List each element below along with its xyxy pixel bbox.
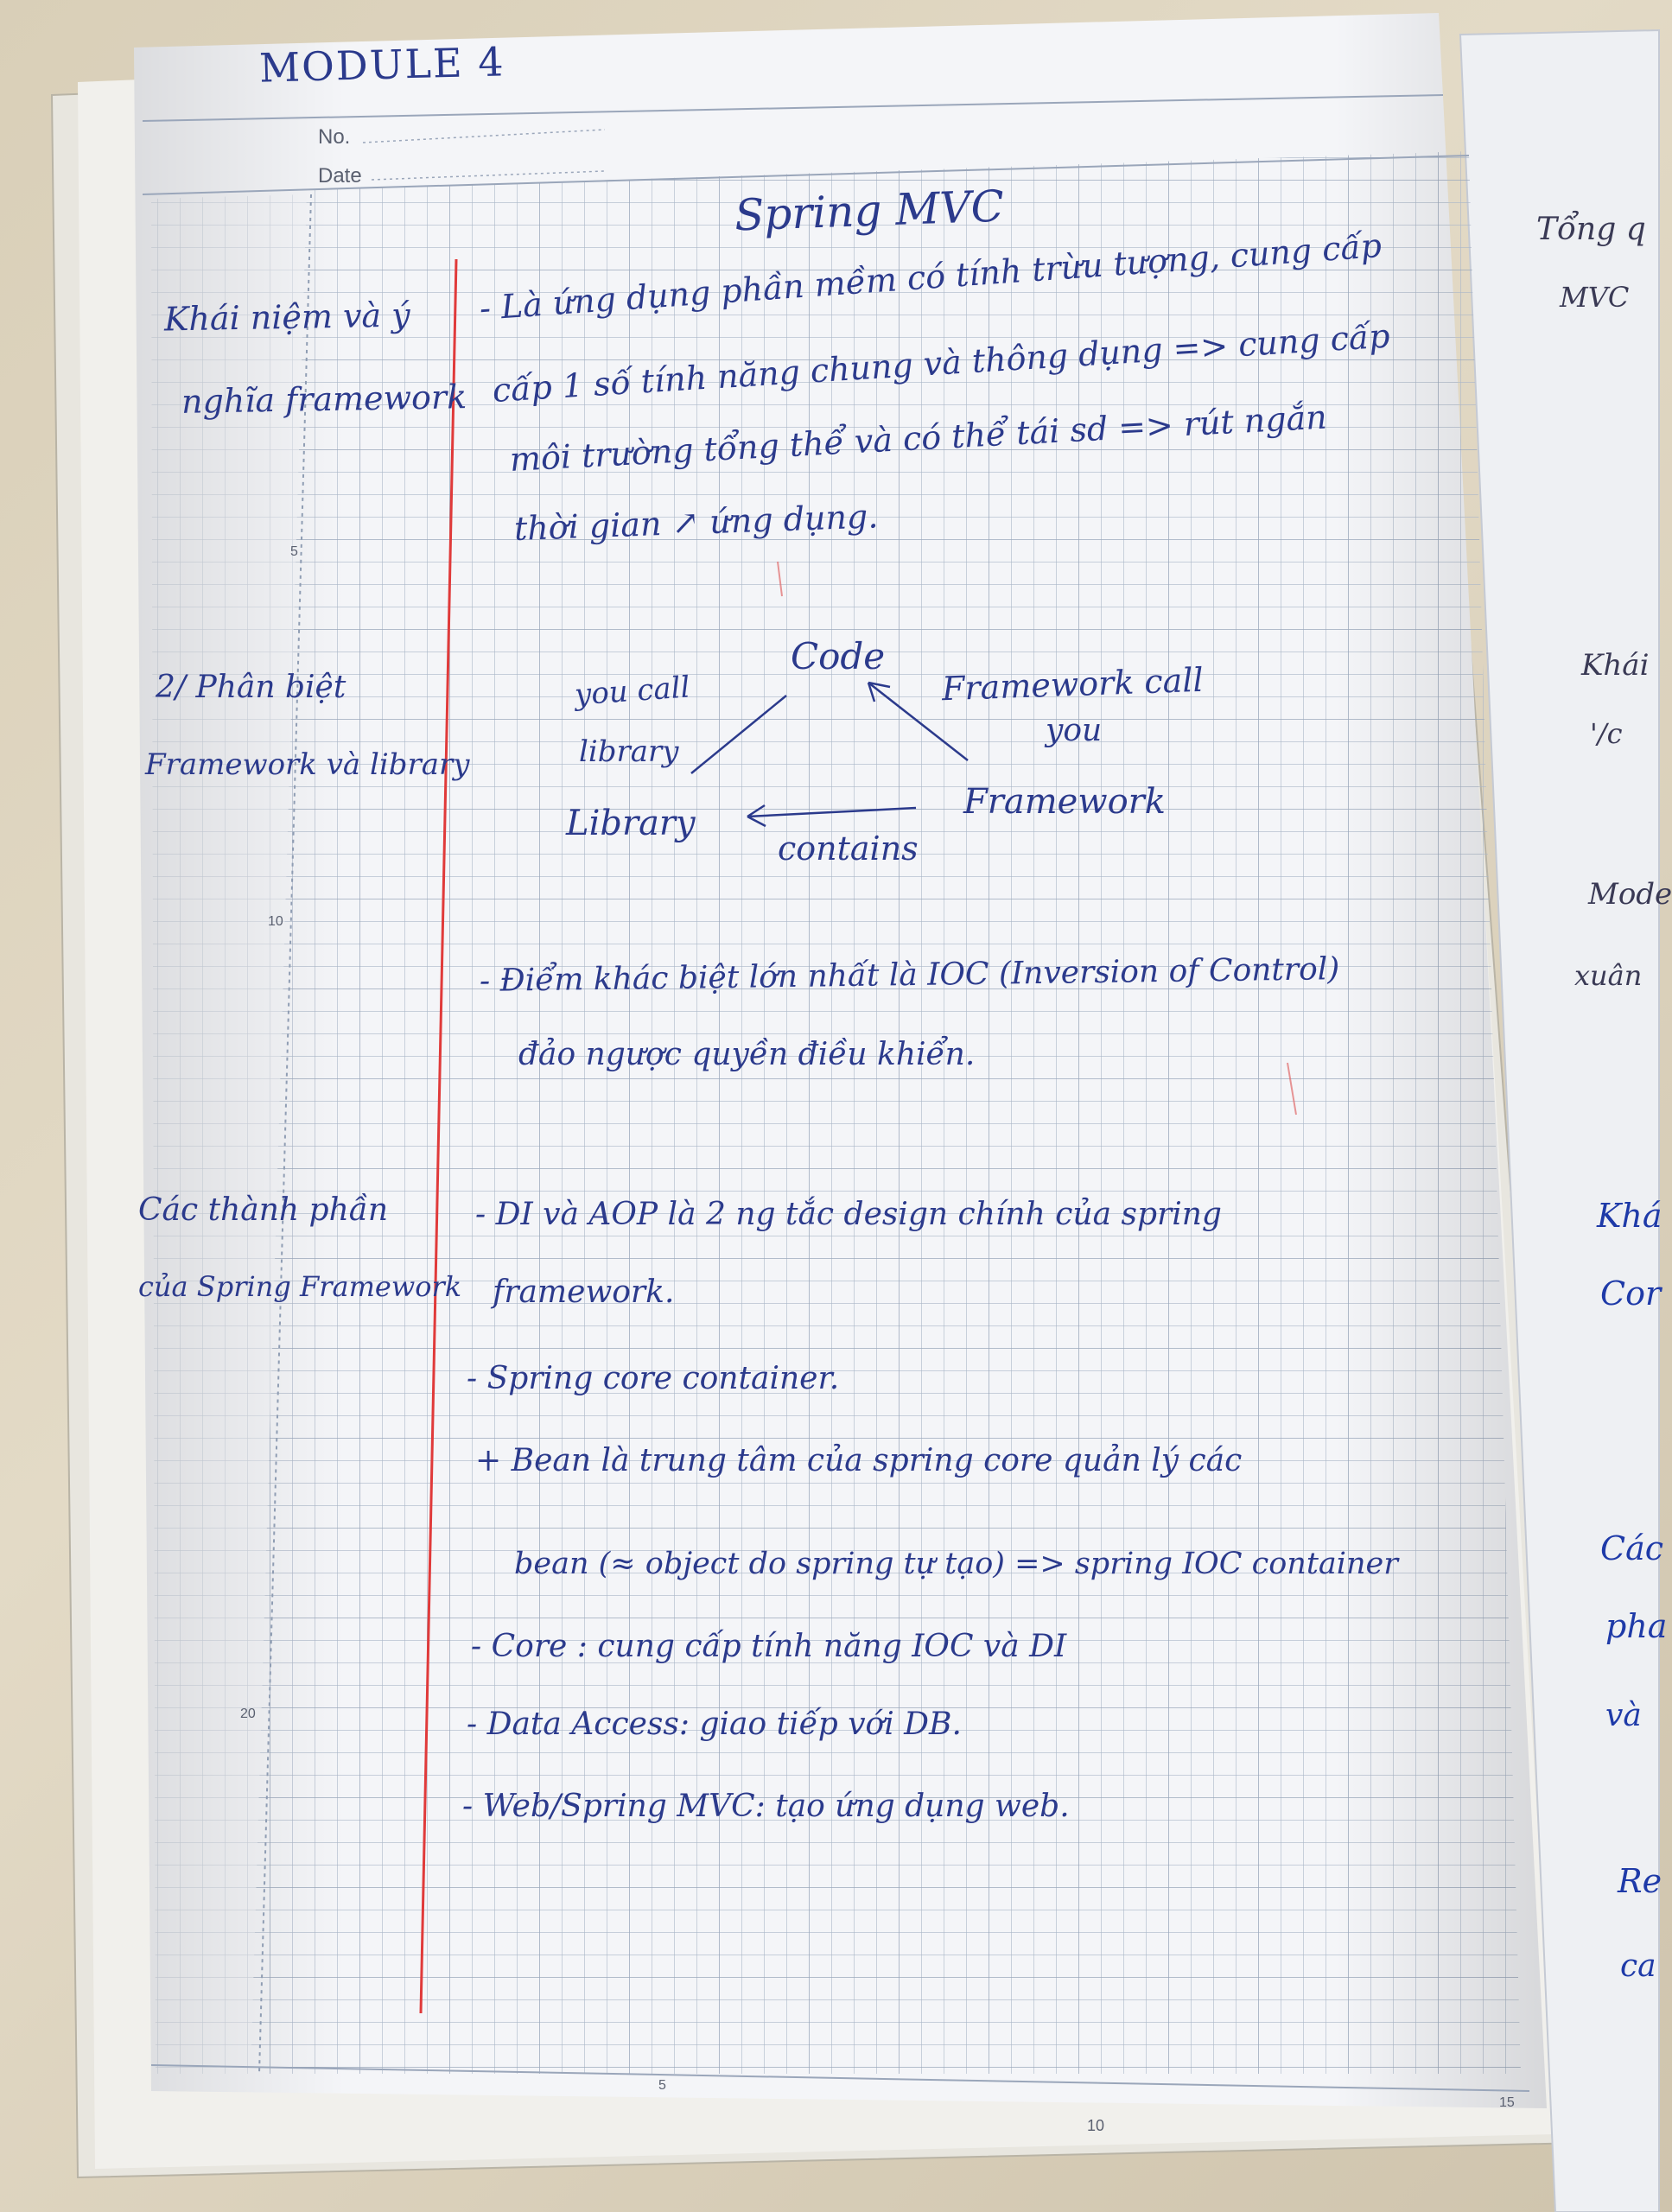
section3-body-line8: - Web/Spring MVC: tạo ứng dụng web. (462, 1789, 1070, 1824)
diagram-library: Library (566, 804, 696, 843)
next-page-line-7: Khá (1597, 1197, 1662, 1235)
next-page-line-5: Mode (1588, 877, 1672, 912)
section1-heading-line1: Khái niệm và ý (163, 296, 411, 339)
date-label: Date (318, 164, 362, 188)
section3-body-line3: - Spring core container. (467, 1361, 840, 1396)
next-page-line-13: ca (1620, 1948, 1656, 1984)
diagram-you: you (1046, 713, 1103, 748)
bottom-number-10: 10 (1087, 2117, 1105, 2134)
next-page-line-11: và (1605, 1698, 1642, 1733)
diagram-contains: contains (778, 830, 919, 868)
section3-body-line5: bean (≈ object do spring tự tạo) => spring IOC container (514, 1547, 1398, 1581)
section3-heading-line2: của Spring Framework (138, 1270, 462, 1303)
section1-heading-line2: nghĩa framework (181, 378, 467, 421)
diagram-you-call: you call (573, 670, 691, 713)
next-page-line-12: Re (1618, 1862, 1662, 1900)
margin-number-20: 20 (240, 1707, 256, 1721)
next-page-line-6: xuân (1574, 959, 1643, 992)
next-page-line-3: Khái (1581, 648, 1650, 683)
section2-body-line2: đảo ngược quyền điều khiển. (518, 1037, 976, 1072)
section2-heading-line2: Framework và library (145, 747, 470, 782)
section3-body-line1: - DI và AOP là 2 ng tắc design chính của spring (475, 1197, 1222, 1232)
margin-number-5: 5 (290, 544, 298, 559)
next-page-line-4: '/c (1590, 717, 1623, 750)
next-page-line-9: Các (1600, 1529, 1664, 1567)
section2-body-line1: - Điểm khác biệt lớn nhất là IOC (Inversion of Control) (479, 951, 1340, 999)
diagram-library-label: library (579, 734, 679, 769)
next-page-line-10: pha (1605, 1607, 1668, 1645)
module-title: MODULE 4 (258, 38, 506, 92)
section3-body-line7: - Data Access: giao tiếp với DB. (467, 1707, 962, 1742)
section3-body-line4: + Bean là trung tâm của spring core quản lý các (475, 1443, 1243, 1478)
margin-number-10: 10 (268, 914, 283, 929)
section2-heading-line1: 2/ Phân biệt (156, 670, 346, 705)
section3-heading-line1: Các thành phần (138, 1192, 389, 1228)
next-page-line-1: Tổng q (1536, 212, 1646, 247)
next-page-line-8: Cor (1600, 1274, 1662, 1313)
diagram-framework-call: Framework call (941, 660, 1205, 709)
page-title: Spring MVC (734, 181, 1005, 241)
section1-body-line4: thời gian ↗ ứng dụng. (513, 497, 880, 548)
bottom-number-15: 15 (1499, 2095, 1515, 2110)
next-page-line-2: MVC (1560, 281, 1630, 314)
diagram-framework: Framework (963, 782, 1167, 822)
bottom-number-5: 5 (658, 2078, 666, 2093)
diagram-code: Code (791, 635, 886, 677)
section1-body-line1: - Là ứng dụng phần mềm có tính trừu tượng, cung cấp (478, 226, 1383, 327)
section3-body-line2: framework. (493, 1274, 675, 1310)
section3-body-line6: - Core : cung cấp tính năng IOC và DI (471, 1629, 1067, 1664)
section1-body-line3: môi trường tổng thể và có thể tái sd => rút ngắn (508, 397, 1328, 479)
no-label: No. (318, 125, 351, 149)
section1-body-line2: cấp 1 số tính năng chung và thông dụng => cung cấp (491, 316, 1391, 410)
